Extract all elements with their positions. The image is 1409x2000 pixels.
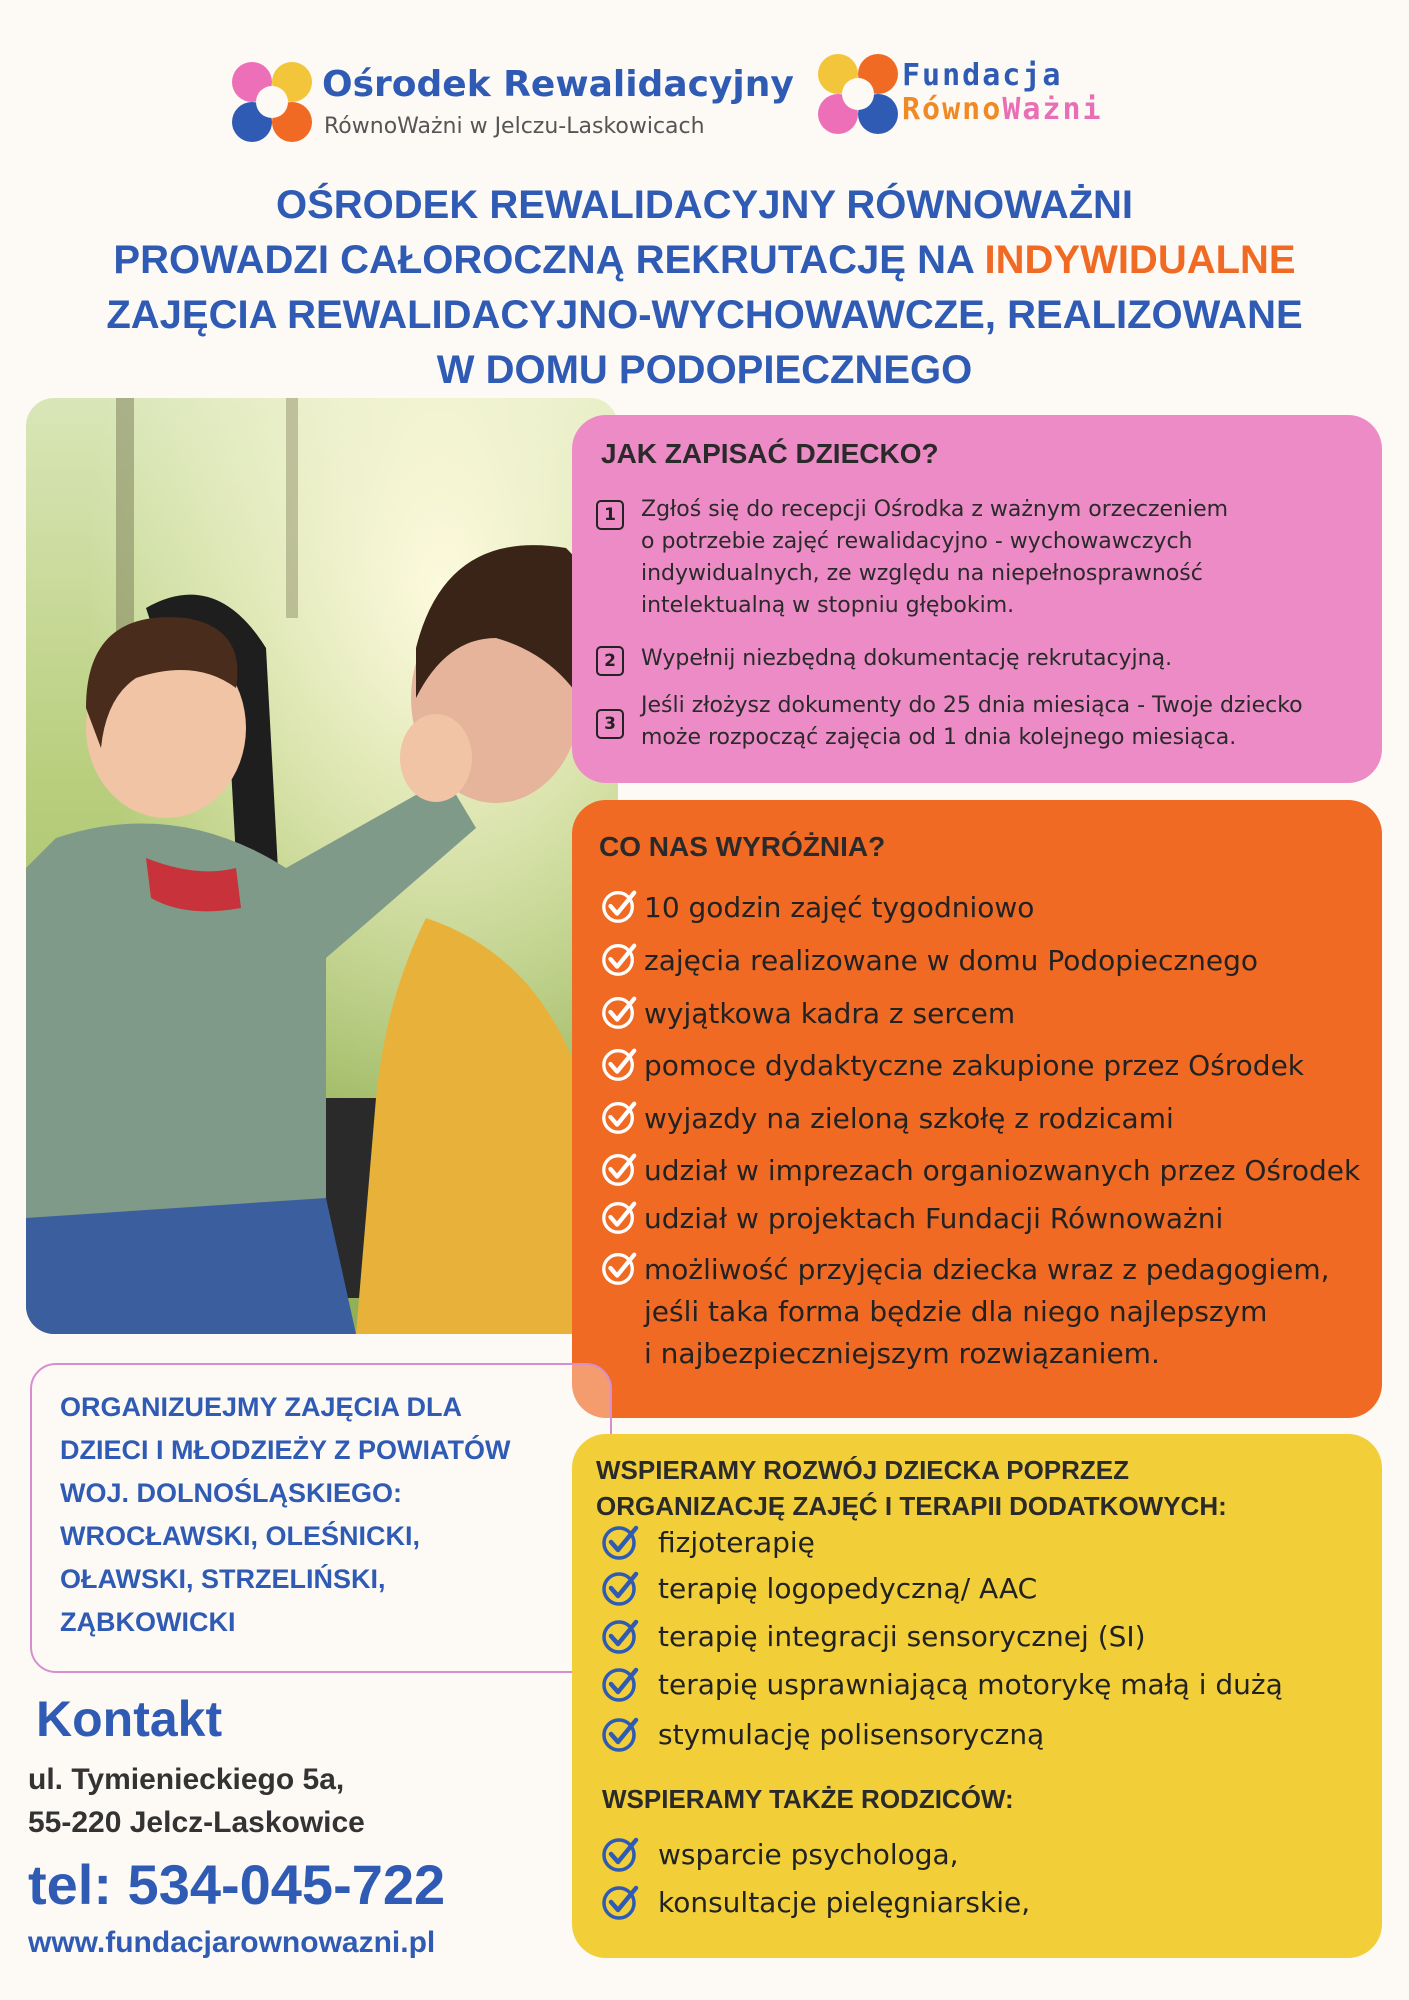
check-circle-icon xyxy=(600,1098,638,1136)
support-text: stymulację polisensoryczną xyxy=(658,1717,1045,1751)
counties-line: ORGANIZUEJMY ZAJĘCIA DLA xyxy=(60,1392,463,1422)
check-circle-icon xyxy=(600,1150,638,1188)
headline-line: OŚRODEK REWALIDACYJNY RÓWNOWAŻNI xyxy=(275,183,1134,227)
parents-support-item xyxy=(600,1834,959,1874)
check-circle-icon xyxy=(600,1198,638,1236)
support-text: terapię integracji sensorycznej (SI) xyxy=(658,1619,1146,1653)
support-title xyxy=(596,1452,1227,1524)
support-text: fizjoterapię xyxy=(658,1525,815,1559)
feature-text-line: możliwość przyjęcia dziecka wraz z pedagogiem, xyxy=(644,1253,1330,1286)
enrollment-title: JAK ZAPISAĆ DZIECKO? xyxy=(601,438,939,469)
step-line: Jeśli złożysz dokumenty do 25 dnia miesiąca - Twoje dziecko xyxy=(641,693,1303,718)
feature-text: wyjątkowa kadra z sercem xyxy=(644,997,1016,1030)
support-item xyxy=(600,1568,1037,1608)
step-number-badge: 1 xyxy=(596,500,624,530)
feature-text: udział w imprezach organiozwanych przez Ośrodek xyxy=(644,1154,1361,1187)
address-line: 55-220 Jelcz-Laskowice xyxy=(28,1806,365,1839)
counties-line: WOJ. DOLNOŚLĄSKIEGO: xyxy=(60,1478,403,1508)
headline-highlight: INDYWIDUALNE xyxy=(984,238,1296,282)
feature-item xyxy=(600,887,1034,929)
check-circle-icon xyxy=(600,1249,638,1287)
step-text xyxy=(641,643,1172,675)
step-line: Zgłoś się do recepcji Ośrodka z ważnym orzeczeniem xyxy=(641,497,1229,522)
address-line: ul. Tymienieckiego 5a, xyxy=(28,1763,345,1796)
photo-child-and-mother xyxy=(26,398,618,1334)
foundation-name-line1: Fundacja xyxy=(902,58,1063,93)
photo-illustration xyxy=(26,398,618,1334)
center-subtitle: RównoWażni w Jelczu-Laskowicach xyxy=(324,114,705,139)
foundation-name-line2 xyxy=(902,92,1103,127)
feature-text-line: jeśli taka forma będzie dla niego najlepszym xyxy=(644,1295,1268,1328)
check-circle-icon xyxy=(600,1834,640,1874)
parents-support-text: konsultacje pielęgniarskie, xyxy=(658,1885,1031,1919)
headline-line2-text: PROWADZI CAŁOROCZNĄ REKRUTACJĘ NA xyxy=(113,238,985,282)
support-item xyxy=(600,1616,1146,1656)
parents-title: WSPIERAMY TAKŻE RODZICÓW: xyxy=(602,1784,1014,1814)
check-circle-icon xyxy=(600,1882,640,1922)
step-line: może rozpocząć zajęcia od 1 dnia kolejnego miesiąca. xyxy=(641,725,1237,750)
feature-text-line: i najbezpieczniejszym rozwiązaniem. xyxy=(644,1337,1160,1370)
step-text xyxy=(641,690,1303,754)
step-line: intelektualną w stopniu głębokim. xyxy=(641,593,1015,618)
headline-line: ZAJĘCIA REWALIDACYJNO-WYCHOWAWCZE, REALIZOWANE xyxy=(106,293,1303,337)
feature-text: udział w projektach Fundacji Równoważni xyxy=(644,1202,1224,1235)
check-circle-icon xyxy=(600,1714,640,1754)
check-circle-icon xyxy=(600,1522,640,1562)
check-circle-icon xyxy=(600,887,638,925)
feature-item xyxy=(600,1098,1174,1140)
headline-line: W DOMU PODOPIECZNEGO xyxy=(436,348,973,392)
feature-item xyxy=(600,1198,1223,1240)
check-circle-icon xyxy=(600,1664,640,1704)
feature-item xyxy=(600,1249,1330,1375)
step-number-badge: 2 xyxy=(596,646,624,676)
step-line: indywidualnych, ze względu na niepełnosprawność xyxy=(641,561,1203,586)
check-circle-icon xyxy=(600,1568,640,1608)
headline-line xyxy=(40,233,1369,288)
check-circle-icon xyxy=(600,1045,638,1083)
foundation-name-part-b: Ważni xyxy=(1002,92,1103,127)
support-title-line: ORGANIZACJĘ ZAJĘĆ I TERAPII DODATKOWYCH: xyxy=(596,1491,1227,1521)
center-name: Ośrodek Rewalidacyjny xyxy=(322,64,794,105)
feature-item xyxy=(600,993,1015,1035)
feature-text xyxy=(644,1249,1330,1375)
foundation-logo-icon xyxy=(818,54,898,134)
step-text xyxy=(641,494,1228,622)
phone-link[interactable]: tel: 534-045-722 xyxy=(28,1853,446,1916)
counties-text xyxy=(60,1386,580,1644)
support-item xyxy=(600,1714,1044,1754)
feature-item xyxy=(600,1150,1360,1192)
support-item xyxy=(600,1664,1283,1704)
check-circle-icon xyxy=(600,940,638,978)
step-line: Wypełnij niezbędną dokumentację rekrutacyjną. xyxy=(641,646,1173,671)
step-number-badge: 3 xyxy=(596,709,624,739)
feature-text: wyjazdy na zieloną szkołę z rodzicami xyxy=(644,1102,1174,1135)
check-circle-icon xyxy=(600,1616,640,1656)
center-logo-icon xyxy=(232,62,312,142)
support-title-line: WSPIERAMY ROZWÓJ DZIECKA POPRZEZ xyxy=(596,1455,1130,1485)
feature-text: 10 godzin zajęć tygodniowo xyxy=(644,891,1035,924)
counties-line: OŁAWSKI, STRZELIŃSKI, xyxy=(60,1564,386,1594)
parents-support-item xyxy=(600,1882,1030,1922)
support-text: terapię logopedyczną/ AAC xyxy=(658,1571,1038,1605)
contact-title: Kontakt xyxy=(36,1691,223,1747)
feature-text: zajęcia realizowane w domu Podopiecznego xyxy=(644,944,1258,977)
website-link[interactable]: www.fundacjarownowazni.pl xyxy=(28,1926,436,1959)
step-line: o potrzebie zajęć rewalidacyjno - wychowawczych xyxy=(641,529,1193,554)
feature-item xyxy=(600,1045,1304,1087)
counties-line: ZĄBKOWICKI xyxy=(60,1607,236,1637)
support-item xyxy=(600,1522,815,1562)
feature-item xyxy=(600,940,1258,982)
foundation-name-part-a: Równo xyxy=(902,92,1003,127)
parents-support-text: wsparcie psychologa, xyxy=(658,1837,959,1871)
support-text: terapię usprawniającą motorykę małą i dużą xyxy=(658,1667,1283,1701)
counties-line: WROCŁAWSKI, OLEŚNICKI, xyxy=(60,1521,420,1551)
feature-text: pomoce dydaktyczne zakupione przez Ośrodek xyxy=(644,1049,1305,1082)
counties-line: DZIECI I MŁODZIEŻY Z POWIATÓW xyxy=(60,1435,511,1465)
headline xyxy=(40,178,1369,398)
check-circle-icon xyxy=(600,993,638,1031)
features-title: CO NAS WYRÓŻNIA? xyxy=(599,831,886,862)
